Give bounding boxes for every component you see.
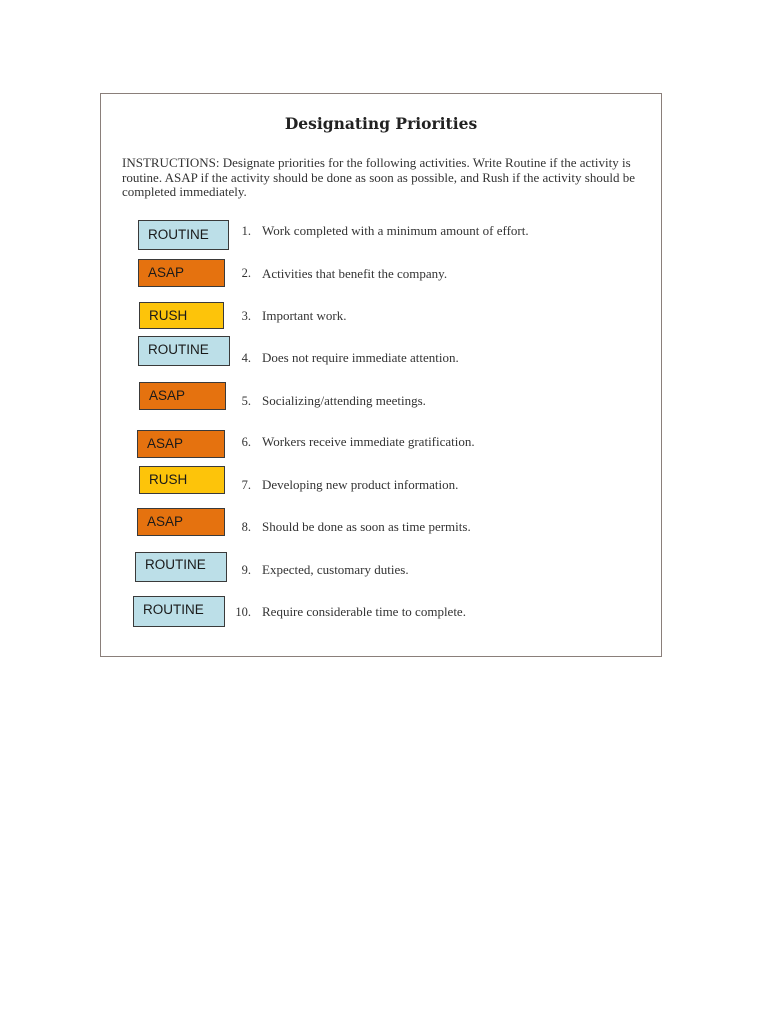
item-text-3: Important work. xyxy=(262,308,347,323)
item-text-2: Activities that benefit the company. xyxy=(262,266,448,281)
item-text-9: Expected, customary duties. xyxy=(262,562,409,577)
item-text-1: Work completed with a minimum amount of effort. xyxy=(262,223,529,238)
answer-box-3: RUSH xyxy=(139,302,224,329)
item-number-8: 8. xyxy=(241,520,251,534)
item-text-10: Require considerable time to complete. xyxy=(262,604,466,619)
answer-box-7: RUSH xyxy=(139,466,225,494)
item-number-5: 5. xyxy=(241,394,251,408)
answer-box-4: ROUTINE xyxy=(138,336,230,366)
answer-box-1: ROUTINE xyxy=(138,220,229,250)
item-text-6: Workers receive immediate gratification. xyxy=(262,434,475,449)
item-text-5: Socializing/attending meetings. xyxy=(262,393,426,408)
answer-box-10: ROUTINE xyxy=(133,596,225,627)
answer-box-2: ASAP xyxy=(138,259,225,287)
answer-box-5: ASAP xyxy=(139,382,226,410)
item-number-6: 6. xyxy=(241,435,251,449)
item-number-7: 7. xyxy=(241,478,251,492)
item-number-3: 3. xyxy=(241,309,251,323)
item-text-7: Developing new product information. xyxy=(262,477,459,492)
answer-box-9: ROUTINE xyxy=(135,552,227,582)
item-number-2: 2. xyxy=(241,266,251,280)
item-number-10: 10. xyxy=(235,605,251,619)
worksheet-frame xyxy=(100,93,662,657)
instructions-text: INSTRUCTIONS: Designate priorities for the following activities. Write Routine if the activity is routine. ASAP if the activity should be done as soon as possible, and Rush if the activity should be completed immediately. xyxy=(122,155,635,199)
answer-box-8: ASAP xyxy=(137,508,225,536)
item-text-8: Should be done as soon as time permits. xyxy=(262,519,471,534)
item-text-4: Does not require immediate attention. xyxy=(262,350,459,365)
answer-box-6: ASAP xyxy=(137,430,225,458)
item-number-1: 1. xyxy=(241,224,251,238)
item-number-9: 9. xyxy=(241,563,251,577)
item-number-4: 4. xyxy=(241,351,251,365)
worksheet-title: Designating Priorities xyxy=(284,114,478,133)
